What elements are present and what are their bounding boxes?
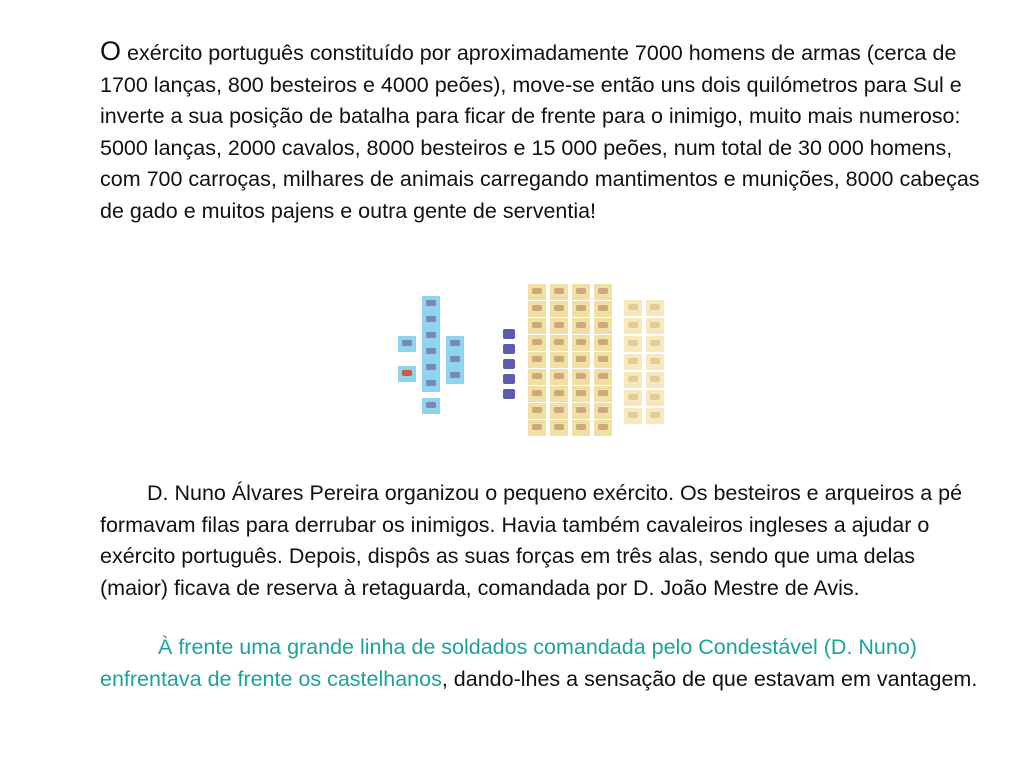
castilian-reserve-unit (624, 372, 642, 388)
first-letter: O (100, 36, 122, 66)
castilian-unit (528, 335, 546, 351)
castilian-reserve-unit (646, 372, 664, 388)
castilian-unit (528, 420, 546, 436)
castilian-reserve-unit (646, 408, 664, 424)
castilian-unit (550, 403, 568, 419)
castilian-unit (528, 318, 546, 334)
castilian-unit (594, 284, 612, 300)
castilian-unit (594, 301, 612, 317)
castilian-reserve-unit (646, 336, 664, 352)
portuguese-right-wing-unit (446, 352, 464, 368)
castilian-unit (550, 284, 568, 300)
castilian-unit (550, 386, 568, 402)
castilian-unit (550, 318, 568, 334)
castilian-unit (572, 284, 590, 300)
castilian-unit (594, 420, 612, 436)
paragraph-intro (100, 36, 980, 227)
cavalry-unit (500, 386, 518, 402)
castilian-reserve-unit (646, 300, 664, 316)
castilian-unit (594, 352, 612, 368)
castilian-unit (594, 403, 612, 419)
castilian-reserve-unit (646, 354, 664, 370)
castilian-unit (528, 386, 546, 402)
portuguese-unit (422, 296, 440, 312)
portuguese-unit (422, 398, 440, 414)
portuguese-left-wing-unit (398, 366, 416, 382)
portuguese-right-wing-unit (446, 336, 464, 352)
castilian-unit (550, 335, 568, 351)
castilian-unit (594, 335, 612, 351)
castilian-unit (594, 318, 612, 334)
cavalry-unit (500, 326, 518, 342)
castilian-reserve-unit (646, 318, 664, 334)
castilian-reserve-unit (624, 354, 642, 370)
portuguese-unit (422, 360, 440, 376)
castilian-unit (572, 352, 590, 368)
front-line-text: , dando-lhes a sensação de que estavam em vantagem. (441, 666, 978, 691)
castilian-unit (528, 301, 546, 317)
castilian-reserve-unit (624, 300, 642, 316)
portuguese-unit (422, 328, 440, 344)
castilian-reserve-unit (646, 390, 664, 406)
castilian-unit (572, 386, 590, 402)
castilian-unit (550, 369, 568, 385)
castilian-unit (572, 335, 590, 351)
castilian-unit (594, 386, 612, 402)
castilian-unit (528, 403, 546, 419)
castilian-reserve-unit (624, 336, 642, 352)
castilian-reserve-unit (624, 318, 642, 334)
castilian-unit (572, 403, 590, 419)
portuguese-unit (422, 344, 440, 360)
castilian-unit (594, 369, 612, 385)
battle-formation-diagram (390, 282, 680, 442)
paragraph-front-line (100, 632, 980, 695)
castilian-unit (528, 352, 546, 368)
cavalry-unit (500, 341, 518, 357)
castilian-unit (550, 301, 568, 317)
castilian-unit (528, 369, 546, 385)
castilian-unit (572, 369, 590, 385)
castilian-unit (572, 318, 590, 334)
castilian-unit (528, 284, 546, 300)
castilian-unit (572, 301, 590, 317)
castilian-unit (550, 420, 568, 436)
paragraph-organization: D. Nuno Álvares Pereira organizou o pequeno exército. Os besteiros e arqueiros a pé formavam filas para derrubar os inimigos. Havia também cavaleiros ingleses a ajudar o exército português. Depois, dispôs as suas forças em três alas, sendo que uma delas (maior) ficava de reserva à retaguarda, comandada por D. João Mestre de Avis. (100, 481, 963, 600)
cavalry-unit (500, 356, 518, 372)
castilian-unit (550, 352, 568, 368)
cavalry-unit (500, 371, 518, 387)
portuguese-unit (422, 312, 440, 328)
portuguese-right-wing-unit (446, 368, 464, 384)
paragraph-intro-text: exército português constituído por aproximadamente 7000 homens de armas (cerca de 1700 lanças, 800 besteiros e 4000 peões), move-se então uns dois quilómetros para Sul e inverte a sua posição de batalha para ficar de frente para o inimigo, muito mais numeroso: 5000 lanças, 2000 cavalos, 8000 besteiros e 15 000 peões, num total de 30 000 homens, com 700 carroças, milhares de animais carregando mantimentos e munições, 8000 cabeças de gado e muitos pajens e outra gente de serventia! (100, 41, 980, 223)
castilian-reserve-unit (624, 408, 642, 424)
portuguese-unit (422, 376, 440, 392)
castilian-unit (572, 420, 590, 436)
castilian-reserve-unit (624, 390, 642, 406)
portuguese-left-wing-unit (398, 336, 416, 352)
front-line-highlight: À frente uma grande linha de soldados comandada pelo Condestável (D. Nuno) enfrentava de frente os castelhanos (100, 635, 917, 691)
